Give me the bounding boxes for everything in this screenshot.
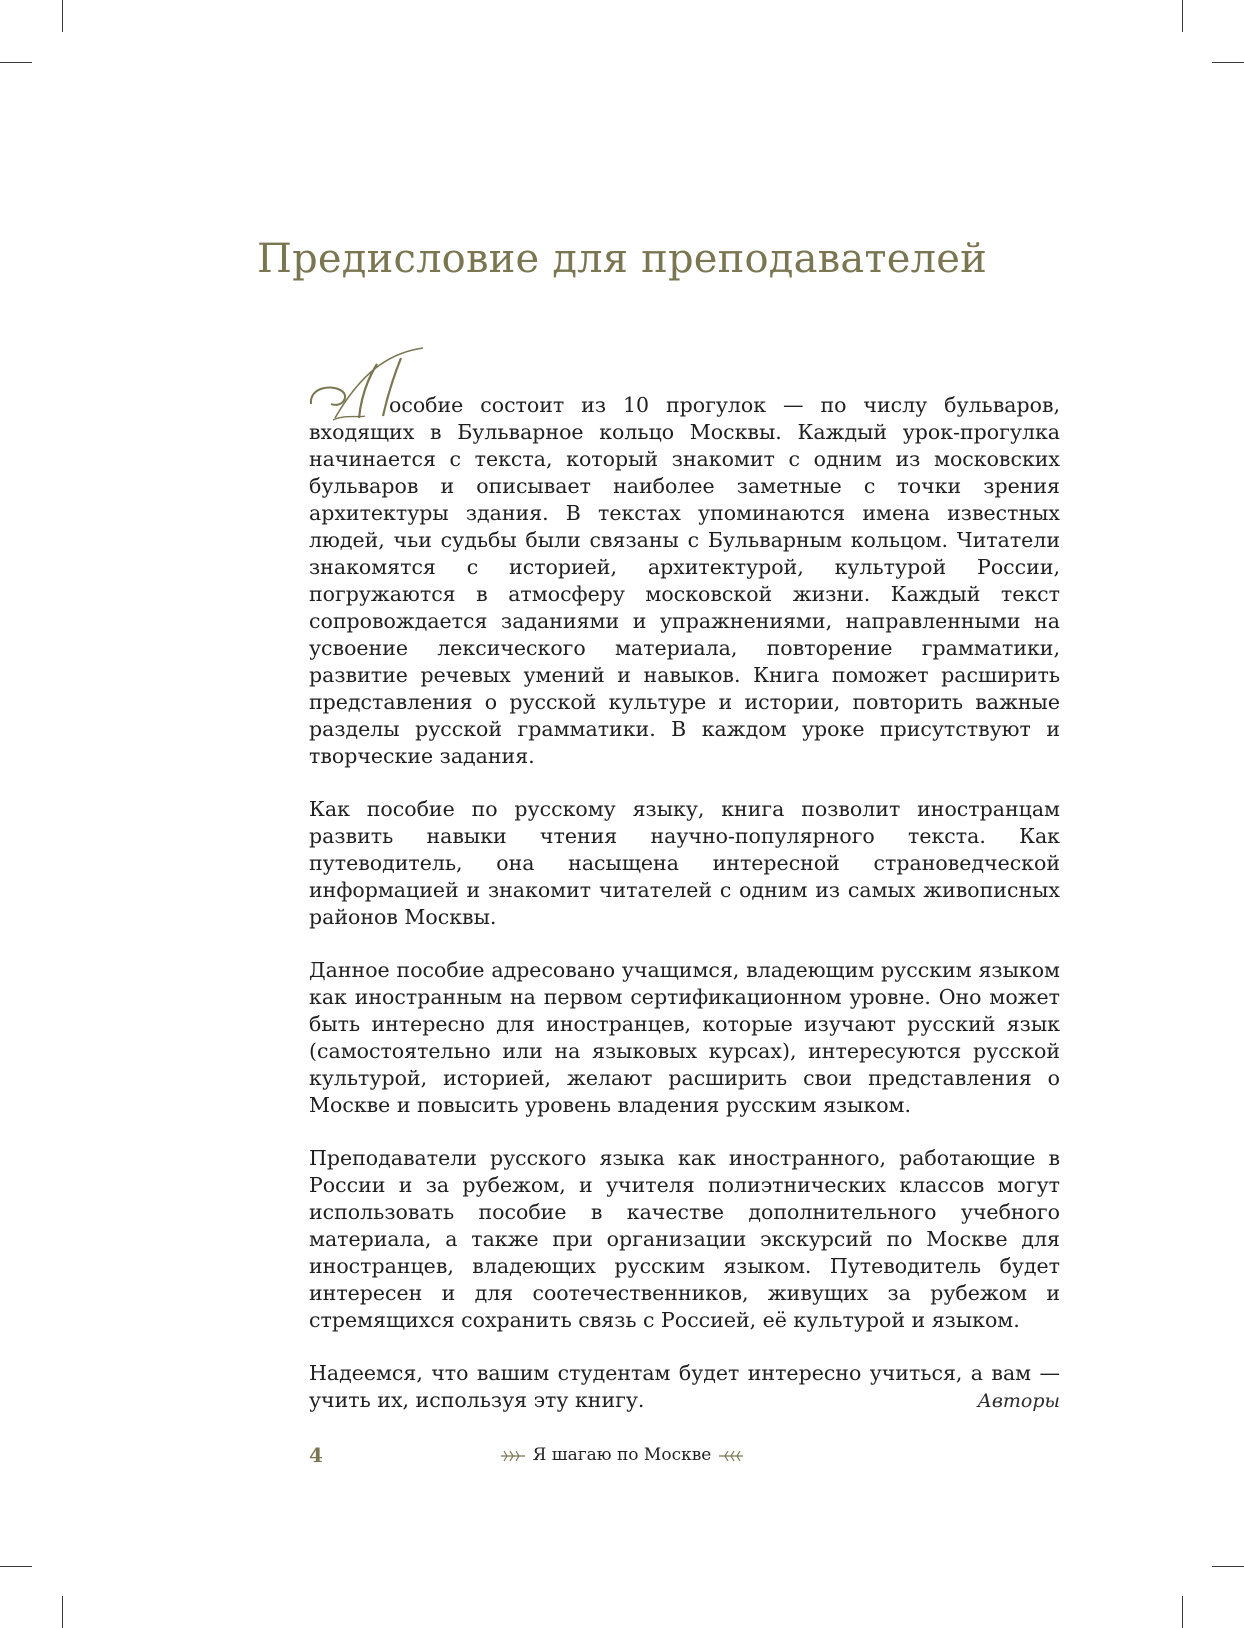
sprig-ornament-left-icon <box>499 1448 527 1464</box>
page-footer <box>0 1443 1244 1473</box>
crop-mark <box>1212 62 1244 63</box>
sprig-ornament-right-icon <box>717 1448 745 1464</box>
paragraph-1 <box>305 346 1060 770</box>
crop-mark <box>1182 0 1183 32</box>
page-title: Предисловие для преподавателей <box>257 236 987 282</box>
crop-mark <box>1212 1566 1244 1567</box>
paragraph-1-text: особие состоит из 10 прогулок — по числу бульваров, входящих в Бульварное кольцо Москвы. Каждый урок-прогулка начинается с текста, который знакомит с одним из московских бульваров и описывает наиболее заметные с точки зрения архитектуры здания. В текстах упоминаются имена известных людей, чьи судьбы были связаны с Бульварным кольцом. Читатели знакомятся с историей, архитектурой, культурой России, погружаются в атмосферу московской жизни. Каждый текст сопровождается заданиями и упражнениями, направленными на усвоение лексического материала, повторение грамматики, развитие речевых умений и навыков. Книга поможет расширить представления о русской культуре и истории, повторить важные разделы русской грамматики. В каждом уроке присутствуют и творческие задания. <box>309 393 1060 768</box>
crop-mark <box>62 1596 63 1628</box>
running-head-title: Я шагаю по Москве <box>532 1445 712 1465</box>
body-text <box>305 346 1060 1440</box>
crop-mark <box>0 1566 32 1567</box>
ornamental-letter-p-icon <box>305 346 425 426</box>
signature: Авторы <box>977 1390 1060 1412</box>
crop-mark <box>1182 1596 1183 1628</box>
crop-mark <box>62 0 63 32</box>
dropcap-letter: П <box>305 346 306 347</box>
running-head <box>0 1445 1244 1465</box>
paragraph-2: Как пособие по русскому языку, книга позволит иностранцам развить навыки чтения научно-популярного текста. Как путеводитель, она насыщена интересной страноведческой информацией и знакомит читателей с одним из самых живописных районов Москвы. <box>309 797 1060 929</box>
page-number: 4 <box>309 1443 323 1467</box>
paragraph-4: Преподаватели русского языка как иностранного, работающие в России и за рубежом, и учителя полиэтнических классов могут использовать пособие в качестве дополнительного учебного материала, а также при организации экскурсий по Москве для иностранцев, владеющих русским языком. Путеводитель будет интересен и для соотечественников, живущих за рубежом и стремящихся сохранить связь с Россией, её культурой и языком. <box>309 1146 1060 1332</box>
paragraph-3: Данное пособие адресовано учащимся, владеющим русским языком как иностранным на первом сертификационном уровне. Оно может быть интересно для иностранцев, которые изучают русский язык (самостоятельно или на языковых курсах), интересуются русской культурой, историей, желают расширить свои представления о Москве и повысить уровень владения русским языком. <box>309 958 1060 1117</box>
paragraph-5: Надеемся, что вашим студентам будет интересно учиться, а вам — учить их, используя эту книгу. <box>309 1361 1060 1412</box>
crop-mark <box>0 62 32 63</box>
